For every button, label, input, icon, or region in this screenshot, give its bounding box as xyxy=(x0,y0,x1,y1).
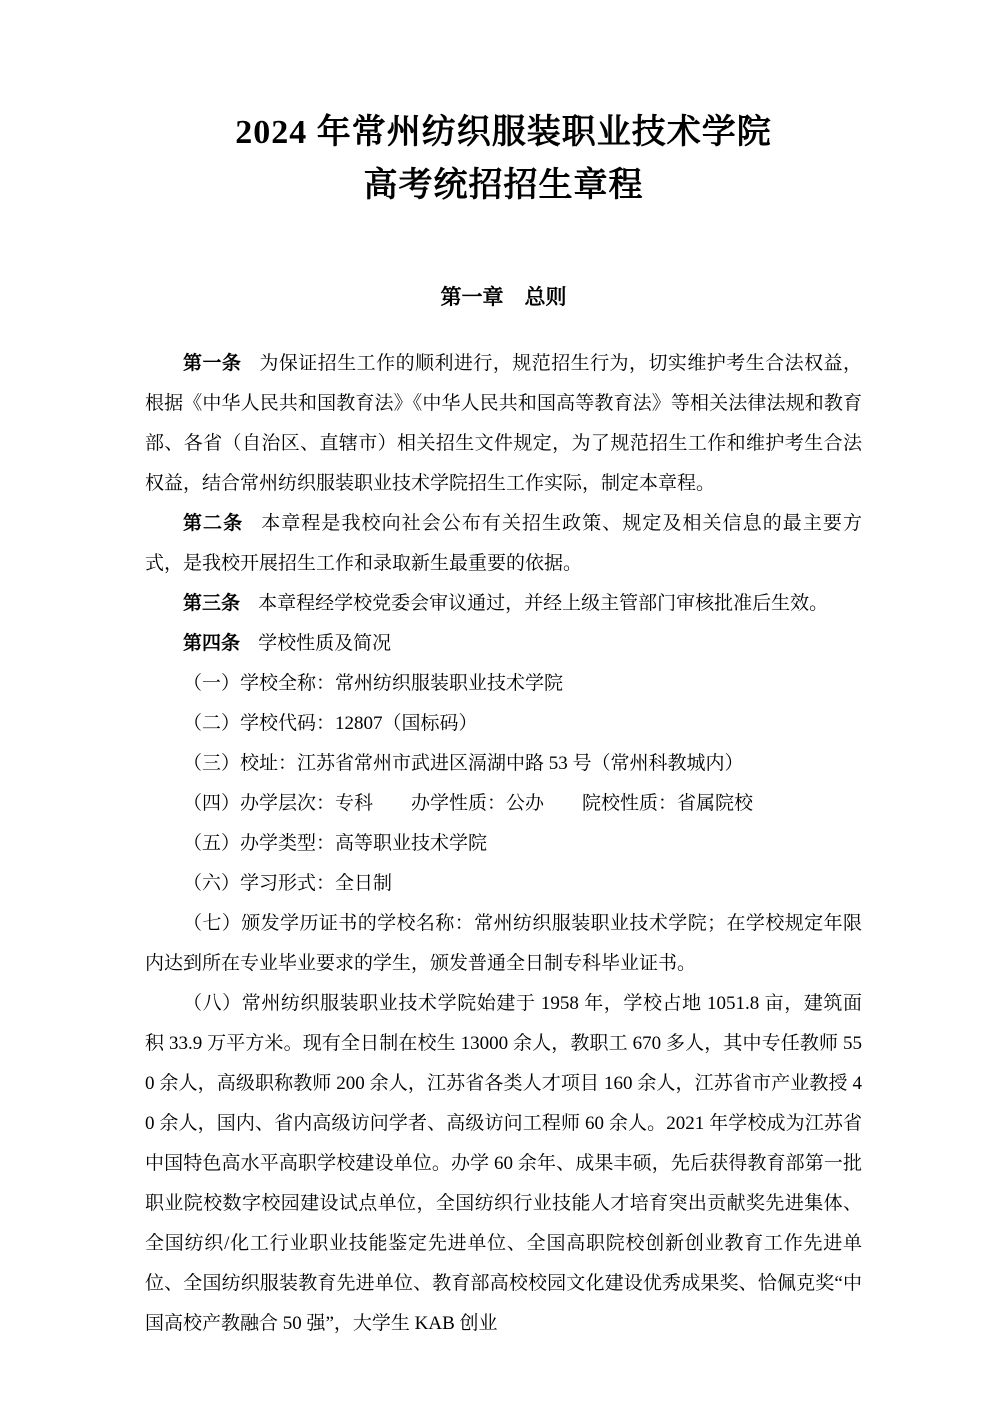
chapter-heading: 第一章 总则 xyxy=(440,285,567,309)
paragraph-item-2 xyxy=(145,704,862,744)
article-1-text: 为保证招生工作的顺利进行，规范招生行为，切实维护考生合法权益，根据《中华人民共和国教育法》《中华人民共和国高等教育法》等相关法律法规和教育部、各省（自治区、直辖市）相关招生文件规定，为了规范招生工作和维护考生合法权益，结合常州纺织服装职业技术学院招生工作实际，制定本章程。 xyxy=(145,353,862,494)
paragraph-item-7 xyxy=(145,904,862,984)
item-4-text: （四）办学层次：专科 办学性质：公办 院校性质：省属院校 xyxy=(183,793,754,814)
document-title xyxy=(145,106,862,212)
paragraph-item-8 xyxy=(145,984,862,1344)
article-4-text: 学校性质及简况 xyxy=(258,633,392,654)
paragraph-item-6 xyxy=(145,864,862,904)
item-8-text: （八）常州纺织服装职业技术学院始建于 1958 年，学校占地 1051.8 亩，建筑面积 33.9 万平方米。现有全日制在校生 13000 余人，教职工 670 多人，其中专任教师 550 余人，高级职称教师 200 余人，江苏省各类人才项目 160 余人，江苏省市产业教授 40 余人，国内、省内高级访问学者、高级访问工程师 60 余人。2021 年学校成为江苏省中国特色高水平高职学校建设单位。办学 60 余年、成果丰硕，先后获得教育部第一批职业院校数字校园建设试点单位，全国纺织行业技能人才培育突出贡献奖先进集体、全国纺织/化工行业职业技能鉴定先进单位、全国高职院校创新创业教育工作先进单位、全国纺织服装教育先进单位、教育部高校校园文化建设优秀成果奖、恰佩克奖“中国高校产教融合 50 强”，大学生 KAB 创业 xyxy=(145,993,862,1334)
document-title-line-1: 2024 年常州纺织服装职业技术学院 xyxy=(235,114,772,151)
paragraph-item-4 xyxy=(145,784,862,824)
paragraph-article-1 xyxy=(145,344,862,504)
paragraph-article-3 xyxy=(145,584,862,624)
document-body xyxy=(145,344,862,1344)
paragraph-item-3 xyxy=(145,744,862,784)
article-2-text: 本章程是我校向社会公布有关招生政策、规定及相关信息的最主要方式，是我校开展招生工作和录取新生最重要的依据。 xyxy=(145,513,862,574)
item-2-text: （二）学校代码：12807（国标码） xyxy=(183,713,478,734)
paragraph-item-5 xyxy=(145,824,862,864)
item-3-text: （三）校址：江苏省常州市武进区滆湖中路 53 号（常州科教城内） xyxy=(183,753,744,774)
paragraph-item-1 xyxy=(145,664,862,704)
item-1-text: （一）学校全称：常州纺织服装职业技术学院 xyxy=(183,673,564,694)
article-2-label: 第二条 xyxy=(183,513,244,534)
item-7-text: （七）颁发学历证书的学校名称：常州纺织服装职业技术学院；在学校规定年限内达到所在专业毕业要求的学生，颁发普通全日制专科毕业证书。 xyxy=(145,913,862,974)
article-1-label: 第一条 xyxy=(183,353,242,374)
paragraph-article-2 xyxy=(145,504,862,584)
item-6-text: （六）学习形式：全日制 xyxy=(183,873,393,894)
article-4-label: 第四条 xyxy=(183,633,241,654)
document-title-line-2: 高考统招招生章程 xyxy=(363,167,644,204)
item-5-text: （五）办学类型：高等职业技术学院 xyxy=(183,833,488,854)
paragraph-article-4 xyxy=(145,624,862,664)
article-3-label: 第三条 xyxy=(183,593,241,614)
article-3-text: 本章程经学校党委会审议通过，并经上级主管部门审核批准后生效。 xyxy=(258,593,829,614)
